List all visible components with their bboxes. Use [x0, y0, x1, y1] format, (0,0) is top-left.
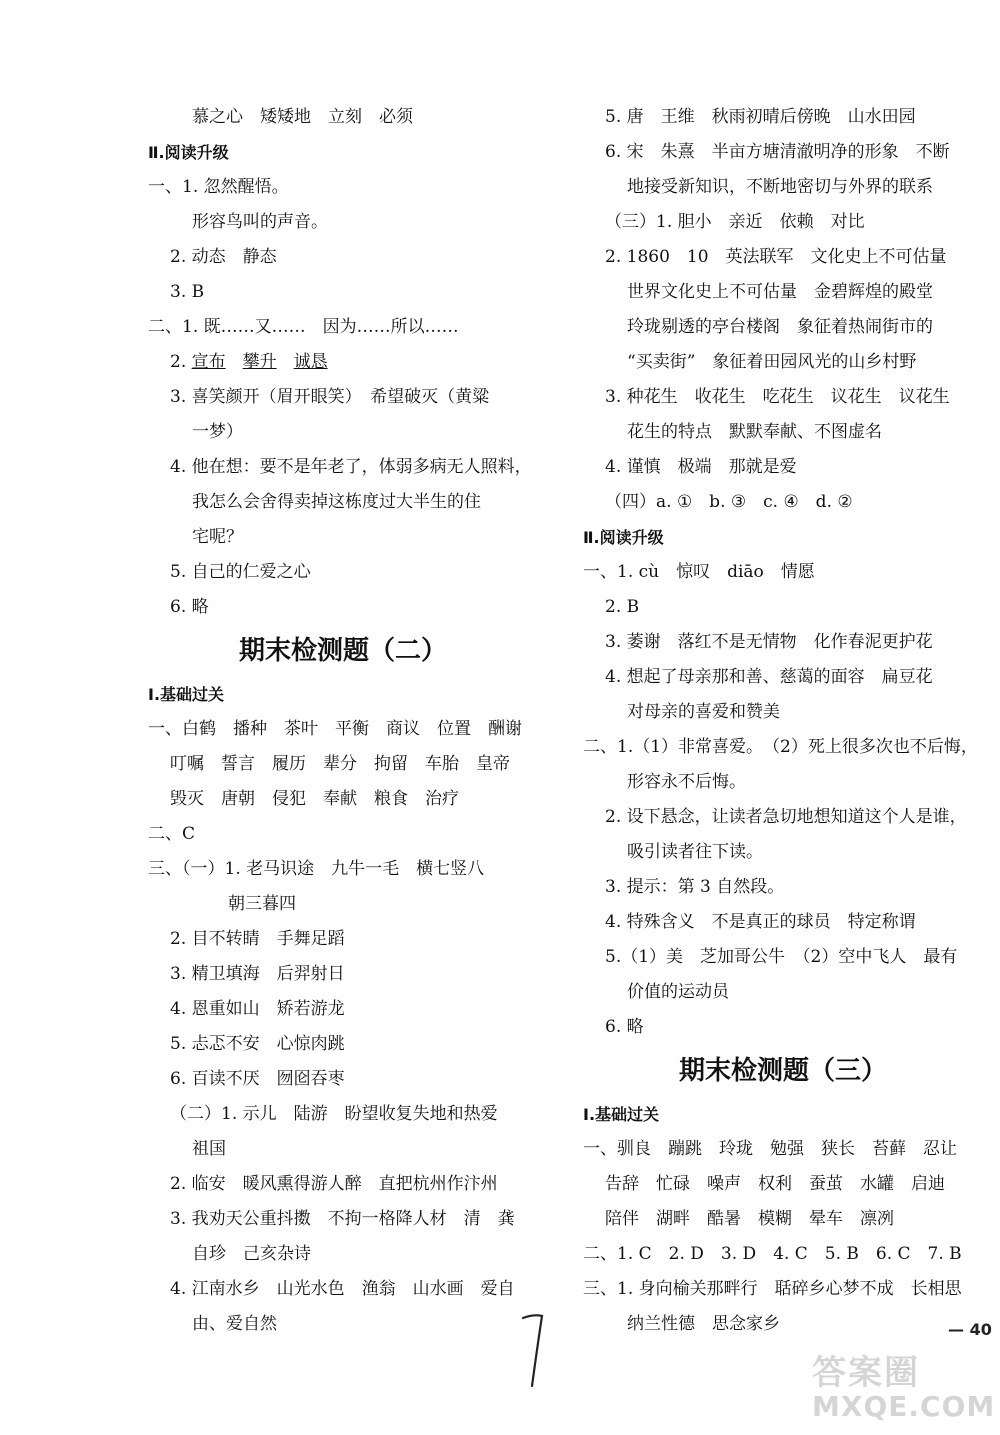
answer-line-underlined: [148, 345, 538, 380]
answer-line: 世界文化史上不可估量 金碧辉煌的殿堂: [627, 282, 933, 302]
watermark-url: MXQE.COM: [812, 1390, 996, 1423]
answer-line: 3. 精卫填海 后羿射日: [170, 964, 345, 984]
answer-line: 陪伴 湖畔 酷暑 模糊 晕车 凛冽: [605, 1209, 894, 1229]
answer-line: 二、1. 既……又…… 因为……所以……: [148, 317, 459, 337]
answer-line: （二）1. 示儿 陆游 盼望收复失地和热爱: [170, 1104, 498, 1124]
section-heading: Ⅰ.基础过关: [583, 1105, 660, 1124]
answer-line: 6. 宋 朱熹 半亩方塘清澈明净的形象 不断: [605, 142, 950, 162]
section-heading: Ⅱ.阅读升级: [148, 143, 229, 162]
handwritten-mark-icon: [518, 1312, 548, 1392]
answer-line: 告辞 忙碌 噪声 权利 蚕茧 水罐 启迪: [605, 1174, 945, 1194]
answer-line: 一、驯良 蹦跳 玲珑 勉强 狭长 苔藓 忍让: [583, 1139, 957, 1159]
answer-line: 6. 略: [170, 597, 209, 617]
answer-line: 3. B: [170, 282, 205, 302]
answer-line: 3. 喜笑颜开（眉开眼笑） 希望破灭（黄粱: [170, 387, 490, 407]
item-number: 2.: [170, 352, 192, 372]
answer-line: 由、爱自然: [192, 1314, 277, 1334]
answer-line: 一、1. cù 惊叹 diāo 情愿: [583, 562, 815, 582]
answer-line: 2. 临安 暖风熏得游人醉 直把杭州作汴州: [170, 1174, 498, 1194]
answer-line: 毁灭 唐朝 侵犯 奉献 粮食 治疗: [170, 789, 459, 809]
answer-line: 纳兰性德 思念家乡: [627, 1314, 780, 1334]
underlined-word: 攀升: [242, 352, 277, 372]
answer-line: 4. 谨慎 极端 那就是爱: [605, 457, 797, 477]
answer-line: 3. 萎谢 落红不是无情物 化作春泥更护花: [605, 632, 933, 652]
answer-line: 叮嘱 誓言 履历 辈分 拘留 车胎 皇帝: [170, 754, 510, 774]
answer-line: （三）1. 胆小 亲近 依赖 对比: [605, 212, 865, 232]
answer-line: 价值的运动员: [627, 982, 729, 1002]
answer-line: 玲珑剔透的亭台楼阁 象征着热闹街市的: [627, 317, 933, 337]
answer-line: 三、（一）1. 老马识途 九牛一毛 横七竖八: [148, 859, 485, 879]
answer-line: 地接受新知识，不断地密切与外界的联系: [627, 177, 933, 197]
test-title: 期末检测题（二）: [238, 636, 447, 666]
page-number: — 40: [948, 1320, 992, 1339]
answer-line: 花生的特点 默默奉献、不图虚名: [627, 422, 882, 442]
answer-line: 我怎么会舍得卖掉这栋度过大半生的住: [192, 492, 481, 512]
answer-line: 二、1.（1）非常喜爱。 （2）死上很多次也不后悔，: [583, 737, 978, 757]
answer-line: 4. 特殊含义 不是真正的球员 特定称谓: [605, 912, 916, 932]
answer-line: 对母亲的喜爱和赞美: [627, 702, 780, 722]
answer-line: （四）a. ① b. ③ c. ④ d. ②: [605, 492, 853, 512]
answer-line: 3. 提示：第 3 自然段。: [605, 877, 785, 897]
answer-line: 2. 动态 静态: [170, 247, 277, 267]
answer-line: 2. 目不转睛 手舞足蹈: [170, 929, 345, 949]
answer-line: 3. 我劝天公重抖擞 不拘一格降人材 清 龚: [170, 1209, 515, 1229]
answer-line: 吸引读者往下读。: [627, 842, 763, 862]
watermark-logo: [812, 1345, 997, 1433]
answer-line: 一梦）: [192, 422, 243, 442]
answer-line: 自珍 己亥杂诗: [192, 1244, 311, 1264]
answer-line: 6. 略: [605, 1017, 644, 1037]
answer-line: 5. 忐忑不安 心惊肉跳: [170, 1034, 345, 1054]
watermark-text: 答案圈: [812, 1353, 920, 1393]
answer-line: 形容鸟叫的声音。: [192, 212, 328, 232]
answer-line: 形容永不后悔。: [627, 772, 746, 792]
answer-line: 一、1. 忽然醒悟。: [148, 177, 289, 197]
answer-line: 祖国: [192, 1139, 226, 1159]
section-heading: Ⅰ.基础过关: [148, 685, 225, 704]
answer-line: 4. 江南水乡 山光水色 渔翁 山水画 爱自: [170, 1279, 515, 1299]
answer-line: 慕之心 矮矮地 立刻 必须: [192, 107, 413, 127]
answer-line: 5. 自己的仁爱之心: [170, 562, 311, 582]
answer-line: 4. 他在想：要不是年老了，体弱多病无人照料，: [170, 457, 532, 477]
underlined-word: 宣布: [191, 352, 226, 372]
right-column: [583, 100, 983, 1342]
answer-line: 宅呢？: [192, 527, 243, 547]
answer-line: 一、白鹤 播种 茶叶 平衡 商议 位置 酬谢: [148, 719, 522, 739]
answer-line: 朝三暮四: [228, 894, 296, 914]
answer-line: 三、1. 身向榆关那畔行 聒碎乡心梦不成 长相思: [583, 1279, 962, 1299]
left-column: [148, 100, 538, 1342]
test-title: 期末检测题（三）: [678, 1056, 887, 1086]
answer-line: “买卖街” 象征着田园风光的山乡村野: [627, 352, 917, 372]
answer-line: 二、C: [148, 824, 196, 844]
answer-line: 2. 设下悬念，让读者急切地想知道这个人是谁，: [605, 807, 967, 827]
answer-line: 二、1. C 2. D 3. D 4. C 5. B 6. C 7. B: [583, 1244, 962, 1264]
answer-line: 5. 唐 王维 秋雨初晴后傍晚 山水田园: [605, 107, 916, 127]
answer-line: 5.（1）美 芝加哥公牛 （2）空中飞人 最有: [605, 947, 958, 967]
answer-line: 2. 1860 10 英法联军 文化史上不可估量: [605, 247, 947, 267]
answer-line: 4. 恩重如山 矫若游龙: [170, 999, 345, 1019]
answer-line: 4. 想起了母亲那和善、慈蔼的面容 扁豆花: [605, 667, 933, 687]
section-heading: Ⅱ.阅读升级: [583, 528, 664, 547]
underlined-word: 诚恳: [293, 352, 328, 372]
answer-line: 2. B: [605, 597, 640, 617]
answer-line: 3. 种花生 收花生 吃花生 议花生 议花生: [605, 387, 950, 407]
answer-line: 6. 百读不厌 囫囵吞枣: [170, 1069, 345, 1089]
